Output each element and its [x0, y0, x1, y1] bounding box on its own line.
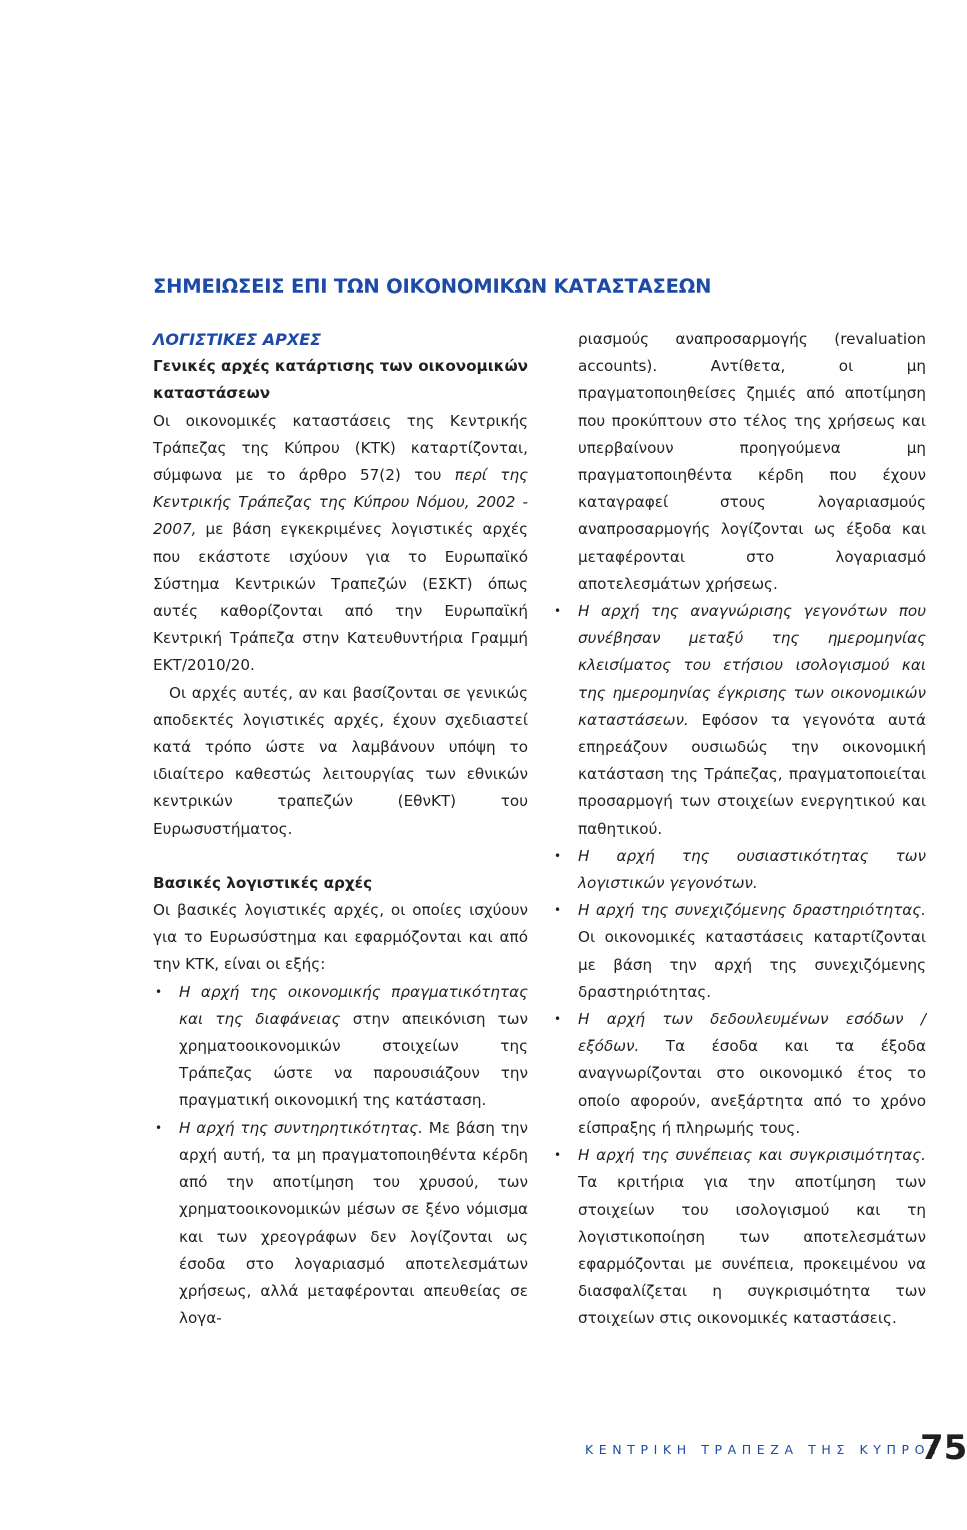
principle-name: Η αρχή της συντηρητικότητας.: [179, 1118, 423, 1137]
list-item: [552, 1142, 926, 1332]
spacer: [153, 843, 528, 870]
left-column: [153, 326, 528, 1332]
list-item: [552, 897, 926, 1006]
page-title: ΣΗΜΕΙΩΣΕΙΣ ΕΠΙ ΤΩΝ ΟΙΚΟΝΟΜΙΚΩΝ ΚΑΤΑΣΤΑΣΕΩΝ: [153, 275, 712, 298]
list-item: [552, 598, 926, 843]
principles-list-left: [153, 979, 528, 1333]
law-reference: περί της Κεντρικής Τράπεζας της Κύπρου Νόμου, 2002 - 2007,: [153, 466, 528, 539]
principle-name: Η αρχή της οικονομικής πραγματικότητας και της διαφάνειας: [179, 982, 528, 1028]
principles-list-right: [552, 598, 926, 1332]
paragraph-intro: [153, 408, 528, 680]
section-heading: ΛΟΓΙΣΤΙΚΕΣ ΑΡΧΕΣ: [153, 330, 322, 349]
paragraph-basic-intro: Οι βασικές λογιστικές αρχές, οι οποίες ισχύουν για το Ευρωσύστημα και εφαρμόζονται και από την ΚΤΚ, είναι οι εξής:: [153, 901, 528, 974]
principle-text: Με βάση την αρχή αυτή, τα μη πραγματοποιηθέντα κέρδη από την αποτίμηση του χρυσού, των χρηματοοικονομικών μέσων σε ξένο νόμισμα και των χρεογράφων δεν λογίζονται ως έσοδα στο λογαριασμό αποτελεσμάτων χρήσεως, αλλά μεταφέρονται απευθείας σε λογα-: [179, 1118, 528, 1328]
list-item: [552, 1006, 926, 1142]
bullet-icon: •: [554, 604, 562, 619]
bullet-icon: •: [554, 1148, 562, 1163]
text-span: Οι οικονομικές καταστάσεις της Κεντρικής Τράπεζας της Κύπρου (ΚΤΚ) καταρτίζονται, σύμφωνα με το άρθρο 57(2) του: [153, 411, 528, 485]
principle-text: Τα κριτήρια για την αποτίμηση των στοιχείων του ισολογισμού και τη λογιστικοποίηση των αποτελεσμάτων εφαρμόζονται με συνέπεια, προκειμένου να διασφαλίζεται η συγκρισιμότητα των στοιχείων στις οικονομικές καταστάσεις.: [578, 1173, 926, 1328]
principle-name: Η αρχή της αναγνώρισης γεγονότων που συνέβησαν μεταξύ της ημερομηνίας κλεισίματος του ετήσιου ισολογισμού και της ημερομηνίας έγκρισης των οικονομικών καταστάσεων.: [578, 602, 926, 729]
principle-name: Η αρχή της ουσιαστικότητας των λογιστικών γεγονότων.: [578, 846, 926, 893]
sub-heading-basic-principles: Βασικές λογιστικές αρχές: [153, 873, 373, 892]
list-item: [153, 1115, 528, 1333]
principle-text: Τα έσοδα και τα έξοδα αναγνωρίζονται στο οικονομικό έτος το οποίο αφορούν, ανεξάρτητα από το χρόνο είσπραξης ή πληρωμής τους.: [578, 1037, 926, 1137]
bullet-icon: •: [554, 848, 562, 863]
principle-text: Οι οικονομικές καταστάσεις καταρτίζονται με βάση την αρχή της συνεχιζόμενης δραστηριότητας.: [578, 928, 926, 1001]
bullet-icon: •: [155, 1120, 163, 1135]
bullet-icon: •: [554, 1012, 562, 1027]
paragraph-principles: Οι αρχές αυτές, αν και βασίζονται σε γενικώς αποδεκτές λογιστικές αρχές, έχουν σχεδιαστεί κατά τρόπο ώστε να λαμβάνουν υπόψη το ιδιαίτερο καθεστώς λειτουργίας των εθνικών κεντρικών τραπεζών (ΕθνΚΤ) του Ευρωσυστήματος.: [153, 683, 528, 838]
list-item: [153, 979, 528, 1115]
footer-bank-name: ΚΕΝΤΡΙΚΗ ΤΡΑΠΕΖΑ ΤΗΣ ΚΥΠΡΟΥ: [585, 1442, 944, 1457]
paragraph-continued: ριασμούς αναπροσαρμογής (revaluation accounts). Αντίθετα, οι μη πραγματοποιηθείσες ζημιές από αποτίμηση που προκύπτουν στο τέλος της χρήσεως και υπερβαίνουν προηγούμενα μη πραγματοποιηθέντα κέρδη που έχουν καταγραφεί στους λογαριασμούς αναπροσαρμογής λογίζονται ως έξοδα και μεταφέρονται στο λογαριασμό αποτελεσμάτων χρήσεως.: [578, 330, 926, 593]
right-column: [552, 326, 926, 1333]
principle-name: Η αρχή της συνέπειας και συγκρισιμότητας.: [578, 1146, 926, 1165]
principle-text: Εφόσον τα γεγονότα αυτά επηρεάζουν ουσιωδώς την οικονομική κατάσταση της Τράπεζας, πραγματοποιείται προσαρμογή των στοιχείων ενεργητικού και παθητικού.: [578, 710, 926, 838]
sub-heading-general-principles: Γενικές αρχές κατάρτισης των οικονομικών καταστάσεων: [153, 357, 528, 403]
principle-name: Η αρχή της συνεχιζόμενης δραστηριότητας.: [578, 901, 926, 920]
bullet-icon: •: [155, 984, 163, 999]
bullet-icon: •: [554, 903, 562, 918]
page-number: 75: [920, 1428, 967, 1468]
principle-name: Η αρχή των δεδουλευμένων εσόδων / εξόδων.: [578, 1010, 926, 1056]
text-span: με βάση εγκεκριμένες λογιστικές αρχές που εκάστοτε ισχύουν για το Ευρωπαϊκό Σύστημα Κεντρικών Τραπεζών (ΕΣΚΤ) όπως αυτές καθορίζονται από την Ευρωπαϊκή Κεντρική Τράπεζα στην Κατευθυντήρια Γραμμή ΕΚΤ/2010/20.: [153, 520, 528, 675]
list-item: [552, 843, 926, 897]
principle-text: στην απεικόνιση των χρηματοοικονομικών στοιχείων της Τράπεζας ώστε να παρουσιάζουν την πραγματική οικονομική της κατάσταση.: [179, 1009, 529, 1110]
